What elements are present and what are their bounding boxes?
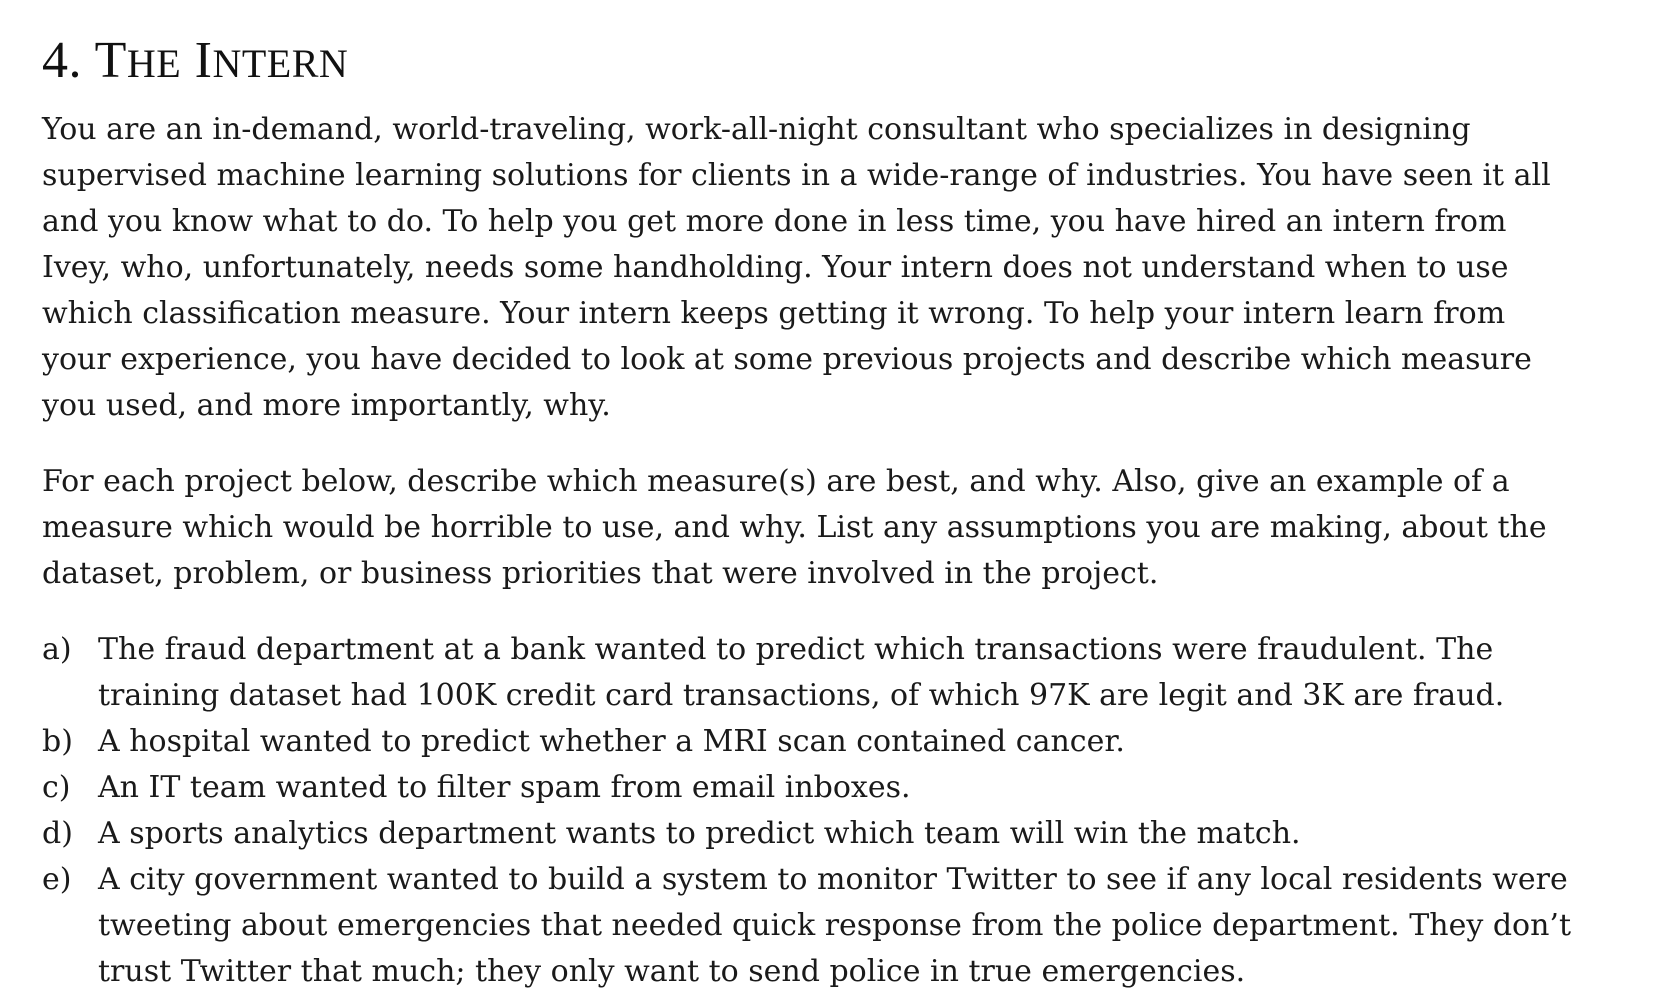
heading-smallcaps-ntern: NTERN (212, 41, 349, 86)
project-line: A hospital wanted to predict whether a MRI scan contained cancer. (98, 724, 1125, 759)
intro-line: You are an in-demand, world-traveling, work-all-night consultant who specializes in designing (42, 112, 1471, 147)
project-text (98, 811, 1301, 857)
heading-cap-i: I (194, 32, 213, 89)
project-line: tweeting about emergencies that needed quick response from the police department. They don’t (98, 908, 1572, 943)
instructions-line: measure which would be horrible to use, and why. List any assumptions you are making, about the (42, 510, 1547, 545)
intro-line: which classification measure. Your intern keeps getting it wrong. To help your intern learn from (42, 296, 1506, 331)
heading-word-intern (195, 32, 349, 89)
instructions-line: For each project below, describe which measure(s) are best, and why. Also, give an example of a (42, 464, 1510, 499)
project-item-a (42, 627, 1642, 719)
document-page (42, 30, 1642, 995)
project-line: training dataset had 100K credit card transactions, of which 97K are legit and 3K are fraud. (98, 678, 1505, 713)
list-marker: d) (42, 816, 73, 851)
project-line: trust Twitter that much; they only want to send police in true emergencies. (98, 954, 1246, 989)
project-text (98, 719, 1125, 765)
section-number: 4. (42, 32, 82, 89)
intro-line: and you know what to do. To help you get more done in less time, you have hired an intern from (42, 204, 1507, 239)
intro-line: you used, and more importantly, why. (42, 388, 611, 423)
project-item-d (42, 811, 1642, 857)
intro-paragraph (42, 107, 1642, 429)
instructions-paragraph (42, 459, 1642, 597)
heading-smallcaps-he: HE (126, 41, 182, 86)
intro-line: supervised machine learning solutions for clients in a wide-range of industries. You have seen it all (42, 158, 1551, 193)
project-item-e (42, 857, 1642, 995)
section-heading (42, 30, 1642, 95)
list-marker: b) (42, 724, 73, 759)
project-text (98, 765, 911, 811)
intro-line: your experience, you have decided to look at some previous projects and describe which measure (42, 342, 1532, 377)
project-line: An IT team wanted to filter spam from email inboxes. (98, 770, 911, 805)
list-marker: a) (42, 632, 72, 667)
list-marker: e) (42, 862, 72, 897)
project-line: A city government wanted to build a system to monitor Twitter to see if any local residents were (98, 862, 1568, 897)
heading-cap-t: T (94, 32, 127, 89)
project-list (42, 627, 1642, 995)
list-marker: c) (42, 770, 71, 805)
heading-word-the (95, 32, 182, 89)
project-text (98, 627, 1504, 719)
project-line: The fraud department at a bank wanted to predict which transactions were fraudulent. The (98, 632, 1494, 667)
project-item-b (42, 719, 1642, 765)
instructions-line: dataset, problem, or business priorities that were involved in the project. (42, 556, 1159, 591)
project-item-c (42, 765, 1642, 811)
intro-line: Ivey, who, unfortunately, needs some handholding. Your intern does not understand when to use (42, 250, 1509, 285)
project-text (98, 857, 1571, 995)
project-line: A sports analytics department wants to predict which team will win the match. (98, 816, 1301, 851)
